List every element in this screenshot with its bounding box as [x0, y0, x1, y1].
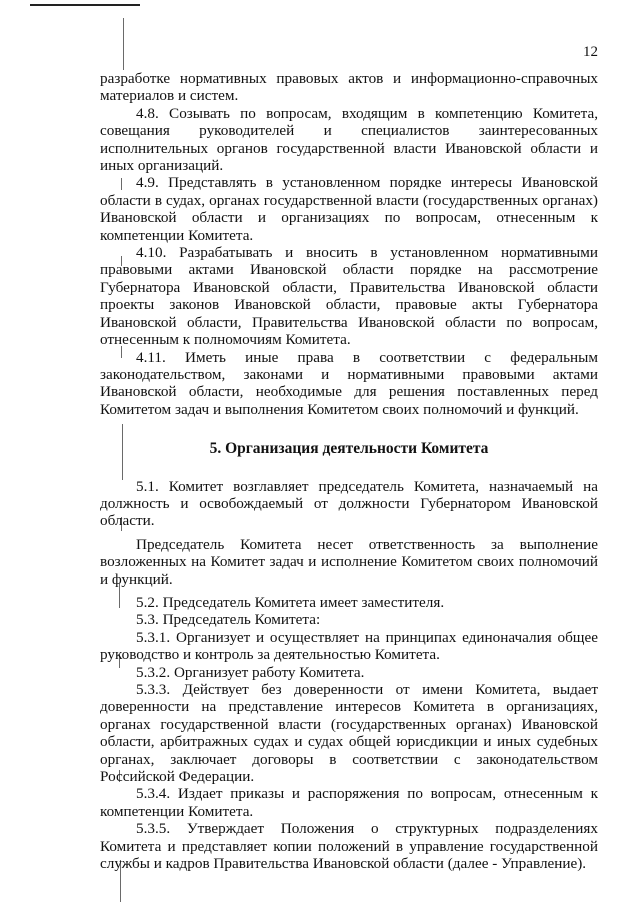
paragraph-4-9: 4.9. Представлять в установленном порядке интересы Ивановской области в судах, органах государственной власти (государственных органах) Ивановской области и организациях по вопросам, отнесенным к компетенции Комитета.: [100, 174, 598, 244]
paragraph-5-1: 5.1. Комитет возглавляет председатель Комитета, назначаемый на должность и освобождаемый от должности Губернатором Ивановской области.: [100, 477, 598, 530]
paragraph-5-3-3: 5.3.3. Действует без доверенности от имени Комитета, выдает доверенности на представление интересов Комитета в организациях, органах государственной власти (государственных органах) Ивановской области, арбитражных судах и судах общей юрисдикции и иных судебных органах, заключает договоры в соответствии с законодательством Российской Федерации.: [100, 681, 598, 786]
paragraph-4-10: 4.10. Разрабатывать и вносить в установленном нормативными правовыми актами Ивановской области порядке на рассмотрение Губернатора Ивановской области, Правительства Ивановской области проекты законов Ивановской области, правовые акты Губернатора Ивановской области, Правительства Ивановской области по вопросам, отнесенным к полномочиям Комитета.: [100, 244, 598, 349]
margin-binding-mark: [123, 18, 124, 70]
paragraph-5-3: 5.3. Председатель Комитета:: [136, 611, 321, 629]
document-body: [100, 70, 598, 872]
paragraph-4-11: 4.11. Иметь иные права в соответствии с федеральным законодательством, законами и нормативными правовыми актами Ивановской области, необходимые для решения поставленных перед Комитетом задач и выполнения Комитетом своих полномочий и функций.: [100, 348, 598, 418]
paragraph-chairman-responsibility: Председатель Комитета несет ответственность за выполнение возложенных на Комитет задач и исполнение Комитетом своих полномочий и функций.: [100, 535, 598, 588]
section-title: 5. Организация деятельности Комитета: [209, 440, 489, 458]
paragraph-5-3-4: 5.3.4. Издает приказы и распоряжения по вопросам, отнесенным к компетенции Комитета.: [100, 785, 598, 820]
paragraph-5-3-2: 5.3.2. Организует работу Комитета.: [136, 663, 365, 681]
paragraph-4-8: 4.8. Созывать по вопросам, входящим в компетенцию Комитета, совещания руководителей и специалистов заинтересованных исполнительных органов государственной власти Ивановской области и иных организаций.: [100, 104, 598, 175]
paragraph-5-2: 5.2. Председатель Комитета имеет заместителя.: [136, 593, 445, 611]
top-scan-rule: [30, 4, 140, 6]
page-number: 12: [583, 44, 598, 60]
paragraph-5-3-5: 5.3.5. Утверждает Положения о структурных подразделениях Комитета и представляет копии положений в управление государственной службы и кадров Правительства Ивановской области (далее - Управление).: [100, 820, 598, 873]
paragraph-continuation: разработке нормативных правовых актов и информационно-справочных материалов и систем.: [100, 70, 598, 105]
paragraph-5-3-1: 5.3.1. Организует и осуществляет на принципах единоначалия общее руководство и контроль за деятельностью Комитета.: [100, 628, 598, 664]
